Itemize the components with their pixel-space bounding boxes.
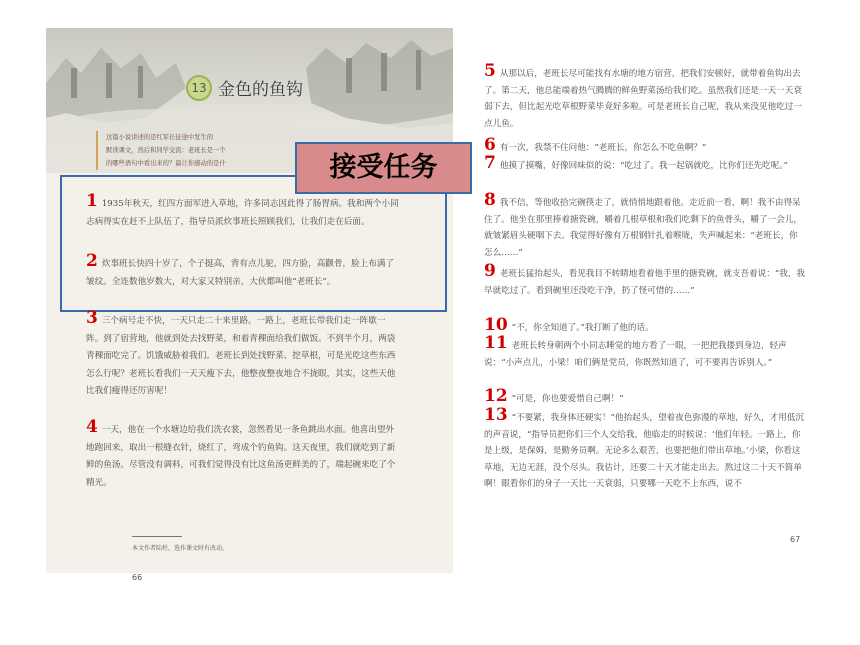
paragraph-13: [484, 405, 806, 493]
paragraph-1: [86, 191, 402, 231]
lesson-number-badge: 13: [186, 75, 212, 101]
paragraph-number: 4: [86, 417, 98, 437]
paragraph-number: 10: [484, 315, 508, 335]
page-number-right: 67: [790, 535, 801, 544]
paragraph-number: 12: [484, 386, 508, 406]
paragraph-number: 3: [86, 308, 98, 328]
lesson-title: 金色的鱼钩: [218, 80, 303, 100]
paragraph-number: 7: [484, 153, 496, 173]
page-number-left: 66: [132, 573, 143, 582]
paragraph-text: 老班长转身朝两个小同志睡觉的地方看了一眼，一把把我搂到身边，轻声说：“小声点儿，小梁！咱们俩是党员，你既然知道了，可不要再告诉别人。”: [484, 341, 787, 368]
paragraph-number: 9: [484, 261, 496, 281]
paragraph-text: “可是，你也要爱惜自己啊！”: [511, 394, 624, 404]
paragraph-text: 老班长猛抬起头，看见我目不转睛地看着他手里的搪瓷碗，就支吾着说：“我，我早就吃过了。看到碗里还没吃干净，扔了怪可惜的……”: [484, 269, 806, 296]
paragraph-number: 8: [484, 190, 496, 210]
paragraph-12: [484, 386, 806, 408]
paragraph-number: 13: [484, 405, 508, 425]
paragraph-number: 11: [484, 333, 508, 353]
paragraph-9: [484, 261, 806, 299]
paragraph-text: “不，你全知道了。”我打断了他的话。: [511, 323, 654, 333]
paragraph-11: [484, 333, 806, 371]
paragraph-8: [484, 190, 806, 261]
paragraph-text: 他摸了摸嘴，好像回味似的说：“吃过了。我一起锅就吃，比你们还先吃呢。”: [499, 161, 788, 171]
paragraph-text: 1935年秋天，红四方面军进入草地，许多同志因此得了肠胃病。我和两个小同志病得实在赶不上队伍了，指导员派炊事班长照顾我们，让我们走在后面。: [86, 199, 399, 227]
paragraph-10: [484, 315, 806, 337]
paragraph-4: [86, 417, 402, 492]
paragraph-6: [484, 135, 806, 157]
paragraph-number: 6: [484, 135, 496, 155]
lesson-intro: 这篇小说讲述的是红军长征途中发生的 默读课文，然后和同学交流：老班长是一个 的哪些语句中看出来的？最让你感动的是什: [96, 131, 326, 170]
paragraph-text: 三个病号走不快，一天只走二十来里路。一路上，老班长带我们走一阵歇一阵。到了宿营地，他就到处去找野菜，和着青稞面给我们做饭。不到半个月，两袋青稞面吃完了。饥饿威胁着我们。老班长到处找野菜、挖草根，可是光吃这些东西怎么行呢？老班长看我们一天天瘦下去，他整夜整夜地合不拢眼，其实，这些天他比我们瘦得还厉害呢！: [86, 316, 396, 396]
paragraph-text: 我不信，等他收拾完碗筷走了，就悄悄地跟着他。走近前一看，啊！我不由得呆住了。他坐在那里捧着搪瓷碗，嚼着几根草根和我们吃剩下的鱼骨头，嚼了一会儿，就皱紧眉头硬咽下去。我觉得好像有万根钢针扎着喉咙，失声喊起来：“老班长，你怎么……”: [484, 198, 802, 258]
paragraph-7: [484, 153, 806, 175]
paragraph-3: [86, 308, 402, 401]
paragraph-number: 5: [484, 61, 496, 81]
paragraph-text: 一天，他在一个水塘边给我们洗衣裳，忽然看见一条鱼跳出水面。他喜出望外地跑回来，取出一根缝衣针，烧红了，弯成个钓鱼钩。这天夜里，我们就吃到了新鲜的鱼汤。尽管没有调料，可我们觉得没有比这鱼汤更鲜美的了，端起碗来吃了个精光。: [86, 425, 396, 488]
task-label: 接受任务: [295, 142, 472, 194]
paragraph-5: [484, 61, 806, 132]
paragraph-text: 有一次，我禁不住问他：“老班长，你怎么不吃鱼啊？”: [499, 143, 707, 153]
paragraph-number: 1: [86, 191, 98, 211]
paragraph-text: “不要紧，我身体还硬实！”他抬起头，望着夜色弥漫的草地，好久，才用低沉的声音说，“指导员把你们三个人交给我，他临走的时候说：‘他们年轻。一路上，你是上级，是保姆，是勤务员啊。无论多么艰苦，也要把他们带出草地。’小梁，你看这草地，无边无涯，没个尽头。我估计，还要二十天才能走出去。熬过这二十天不简单啊！眼看你们的身子一天比一天衰弱，只要哪一天吃不上东西，说不: [484, 413, 805, 489]
paragraph-text: 从那以后，老班长尽可能找有水塘的地方宿营，把我们安顿好，就带着鱼钩出去了。第二天，他总能端着热气腾腾的鲜鱼野菜汤给我们吃。虽然我们还是一天一天衰弱下去，但比起光吃草根野菜毕竟好多啦。可是老班长自己呢，我从来没见他吃过一点儿鱼。: [484, 69, 802, 129]
paragraph-number: 2: [86, 251, 98, 271]
paragraph-text: 炊事班长快四十岁了，个子挺高，背有点儿驼，四方脸，高颧骨，脸上布满了皱纹。全连数他岁数大，对大家又特别亲，大伙都叫他“老班长”。: [86, 259, 395, 287]
footnote-divider: [132, 536, 182, 537]
footnote: 本文作者陆柱，选作课文时有改动。: [132, 545, 229, 552]
paragraph-2: [86, 251, 402, 291]
